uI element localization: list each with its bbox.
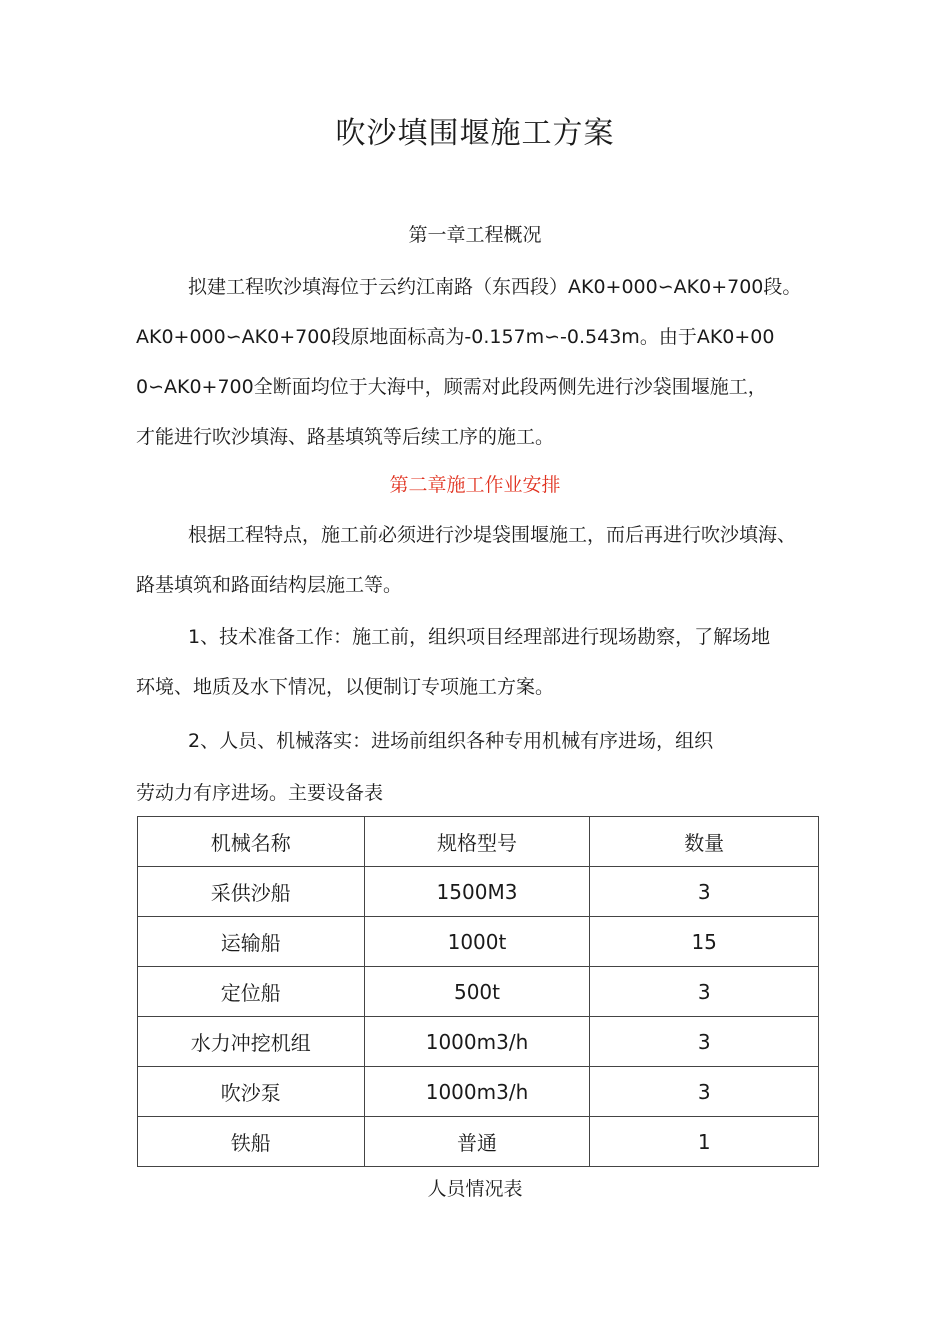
table-cell: 采供沙船	[138, 867, 365, 917]
paragraph-line: 1、技术准备工作：施工前，组织项目经理部进行现场勘察，了解场地	[188, 626, 771, 648]
table-cell: 3	[590, 1067, 819, 1117]
table-cell: 吹沙泵	[138, 1067, 365, 1117]
table-cell: 500t	[364, 967, 590, 1017]
table-cell: 3	[590, 867, 819, 917]
table-cell: 1000m3/h	[364, 1017, 590, 1067]
table-header-row	[138, 817, 819, 867]
paragraph-line: 才能进行吹沙填海、路基填筑等后续工序的施工。	[136, 426, 555, 448]
table-cell: 水力冲挖机组	[138, 1017, 365, 1067]
table-row	[138, 917, 819, 967]
table-row	[138, 867, 819, 917]
table-row	[138, 1117, 819, 1167]
table-cell: 铁船	[138, 1117, 365, 1167]
header-cell: 规格型号	[364, 817, 590, 867]
paragraph-line: 2、人员、机械落实：进场前组织各种专用机械有序进场，组织	[188, 730, 714, 752]
table-cell: 1000t	[364, 917, 590, 967]
document-title: 吹沙填围堰施工方案	[335, 116, 615, 151]
table-row	[138, 1067, 819, 1117]
table-cell: 运输船	[138, 917, 365, 967]
paragraph-line: 根据工程特点，施工前必须进行沙堤袋围堰施工，而后再进行吹沙填海、	[188, 524, 797, 546]
table-cell: 普通	[364, 1117, 590, 1167]
table-cell: 1000m3/h	[364, 1067, 590, 1117]
paragraph-line: 路基填筑和路面结构层施工等。	[136, 574, 403, 596]
personnel-table-caption: 人员情况表	[427, 1178, 523, 1200]
paragraph-line: 劳动力有序进场。主要设备表	[136, 782, 384, 804]
table-cell: 3	[590, 1017, 819, 1067]
table-cell: 15	[590, 917, 819, 967]
header-cell: 数量	[590, 817, 819, 867]
header-cell: 机械名称	[138, 817, 365, 867]
table-cell: 定位船	[138, 967, 365, 1017]
paragraph-line: 环境、地质及水下情况，以便制订专项施工方案。	[136, 676, 555, 698]
table-cell: 1	[590, 1117, 819, 1167]
chapter-1-heading: 第一章工程概况	[408, 224, 542, 246]
table-row	[138, 1017, 819, 1067]
paragraph-line: AK0+000∽AK0+700段原地面标高为-0.157m∽-0.543m。由于AK0+00	[136, 326, 775, 348]
equipment-table	[137, 816, 819, 1167]
paragraph-line: 拟建工程吹沙填海位于云约江南路（东西段）AK0+000∽AK0+700段。	[188, 276, 802, 298]
table-row	[138, 967, 819, 1017]
table-cell: 3	[590, 967, 819, 1017]
paragraph-line: 0∽AK0+700全断面均位于大海中，顾需对此段两侧先进行沙袋围堰施工，	[136, 376, 767, 398]
chapter-2-heading: 第二章施工作业安排	[389, 474, 561, 496]
table-cell: 1500M3	[364, 867, 590, 917]
